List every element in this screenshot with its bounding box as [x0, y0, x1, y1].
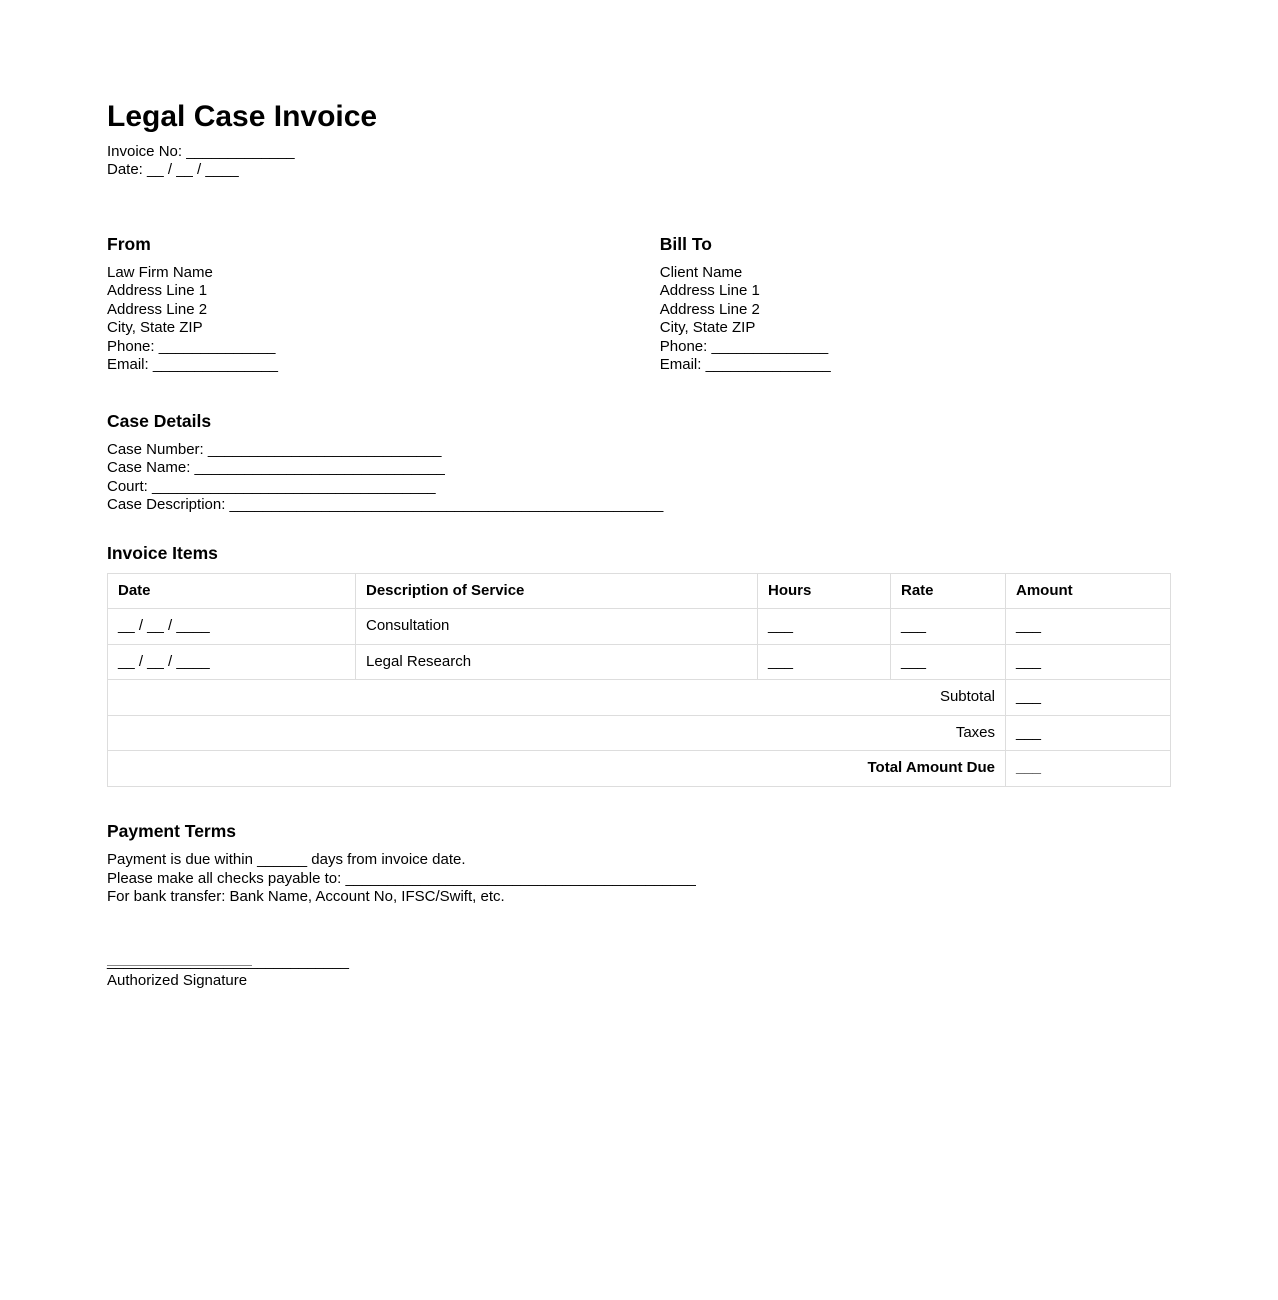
item-description-cell: Legal Research [356, 644, 758, 680]
bill-to-block [660, 234, 1213, 375]
case-name-line: Case Name: ______________________________ [107, 459, 445, 477]
bank-transfer-line: For bank transfer: Bank Name, Account No, IFSC/Swift, etc. [107, 888, 505, 905]
from-lines [107, 264, 660, 375]
column-header-hours: Hours [758, 573, 891, 609]
case-details-heading: Case Details [107, 410, 212, 431]
item-hours-cell: ___ [758, 644, 891, 680]
bill-to-email-line: Email: _______________ [659, 356, 831, 374]
total-amount-due-label: Total Amount Due [108, 751, 1006, 787]
taxes-row [108, 715, 1171, 751]
payment-terms-lines [107, 851, 1170, 907]
column-header-date: Date [108, 573, 356, 609]
item-rate-cell: ___ [891, 644, 1006, 680]
total-amount-due-row [108, 751, 1171, 787]
bill-to-heading: Bill To [659, 233, 712, 254]
subtotal-label: Subtotal [108, 680, 1006, 716]
from-firm-name: Law Firm Name [107, 263, 213, 281]
court-line: Court: __________________________________ [107, 477, 436, 495]
column-header-rate: Rate [891, 573, 1006, 609]
item-date-cell: __ / __ / ____ [108, 644, 356, 680]
subtotal-row [108, 680, 1171, 716]
invoice-meta [107, 143, 1170, 180]
column-header-description: Description of Service [356, 573, 758, 609]
from-address-line-2: Address Line 2 [107, 300, 208, 318]
from-block [107, 234, 660, 375]
item-amount-cell: ___ [1006, 609, 1171, 645]
bill-to-client-name: Client Name [659, 263, 743, 281]
invoice-date-line: Date: __ / __ / ____ [107, 161, 239, 178]
from-address-line-1: Address Line 1 [107, 282, 208, 300]
payment-terms-heading: Payment Terms [107, 820, 237, 841]
invoice-number-line: Invoice No: _____________ [107, 142, 295, 160]
from-email-line: Email: _______________ [107, 356, 278, 374]
authorized-signature-label: Authorized Signature [107, 972, 248, 989]
bill-to-city-state-zip: City, State ZIP [659, 319, 756, 337]
table-header-row [108, 573, 1171, 609]
checks-payable-line: Please make all checks payable to: __________________________________________ [107, 869, 696, 887]
column-header-amount: Amount [1006, 573, 1171, 609]
signature-blank-line: _____________________________ [107, 952, 349, 970]
item-date-cell: __ / __ / ____ [108, 609, 356, 645]
from-city-state-zip: City, State ZIP [107, 319, 203, 337]
payment-due-line: Payment is due within ______ days from invoice date. [107, 851, 466, 868]
parties-section [107, 234, 1170, 375]
invoice-items-heading: Invoice Items [107, 542, 218, 563]
from-heading: From [107, 233, 151, 254]
case-details-section [107, 411, 1170, 515]
invoice-items-table [107, 573, 1171, 787]
from-phone-line: Phone: ______________ [107, 337, 276, 355]
taxes-label: Taxes [108, 715, 1006, 751]
case-details-lines [107, 441, 1170, 515]
item-description-cell: Consultation [356, 609, 758, 645]
bill-to-address-line-2: Address Line 2 [659, 300, 760, 318]
table-row [108, 644, 1171, 680]
bill-to-address-line-1: Address Line 1 [659, 282, 760, 300]
item-rate-cell: ___ [891, 609, 1006, 645]
taxes-amount-cell: ___ [1006, 715, 1171, 751]
subtotal-amount-cell: ___ [1006, 680, 1171, 716]
signature-block [107, 952, 1170, 991]
case-description-line: Case Description: ____________________________________________________ [107, 496, 664, 514]
item-hours-cell: ___ [758, 609, 891, 645]
bill-to-lines [660, 264, 1213, 375]
invoice-items-section [107, 543, 1170, 787]
page-title: Legal Case Invoice [107, 100, 378, 133]
item-amount-cell: ___ [1006, 644, 1171, 680]
table-row [108, 609, 1171, 645]
total-amount-due-cell: ___ [1006, 751, 1171, 787]
payment-terms-section [107, 821, 1170, 907]
bill-to-phone-line: Phone: ______________ [659, 337, 829, 355]
case-number-line: Case Number: ____________________________ [107, 440, 442, 458]
